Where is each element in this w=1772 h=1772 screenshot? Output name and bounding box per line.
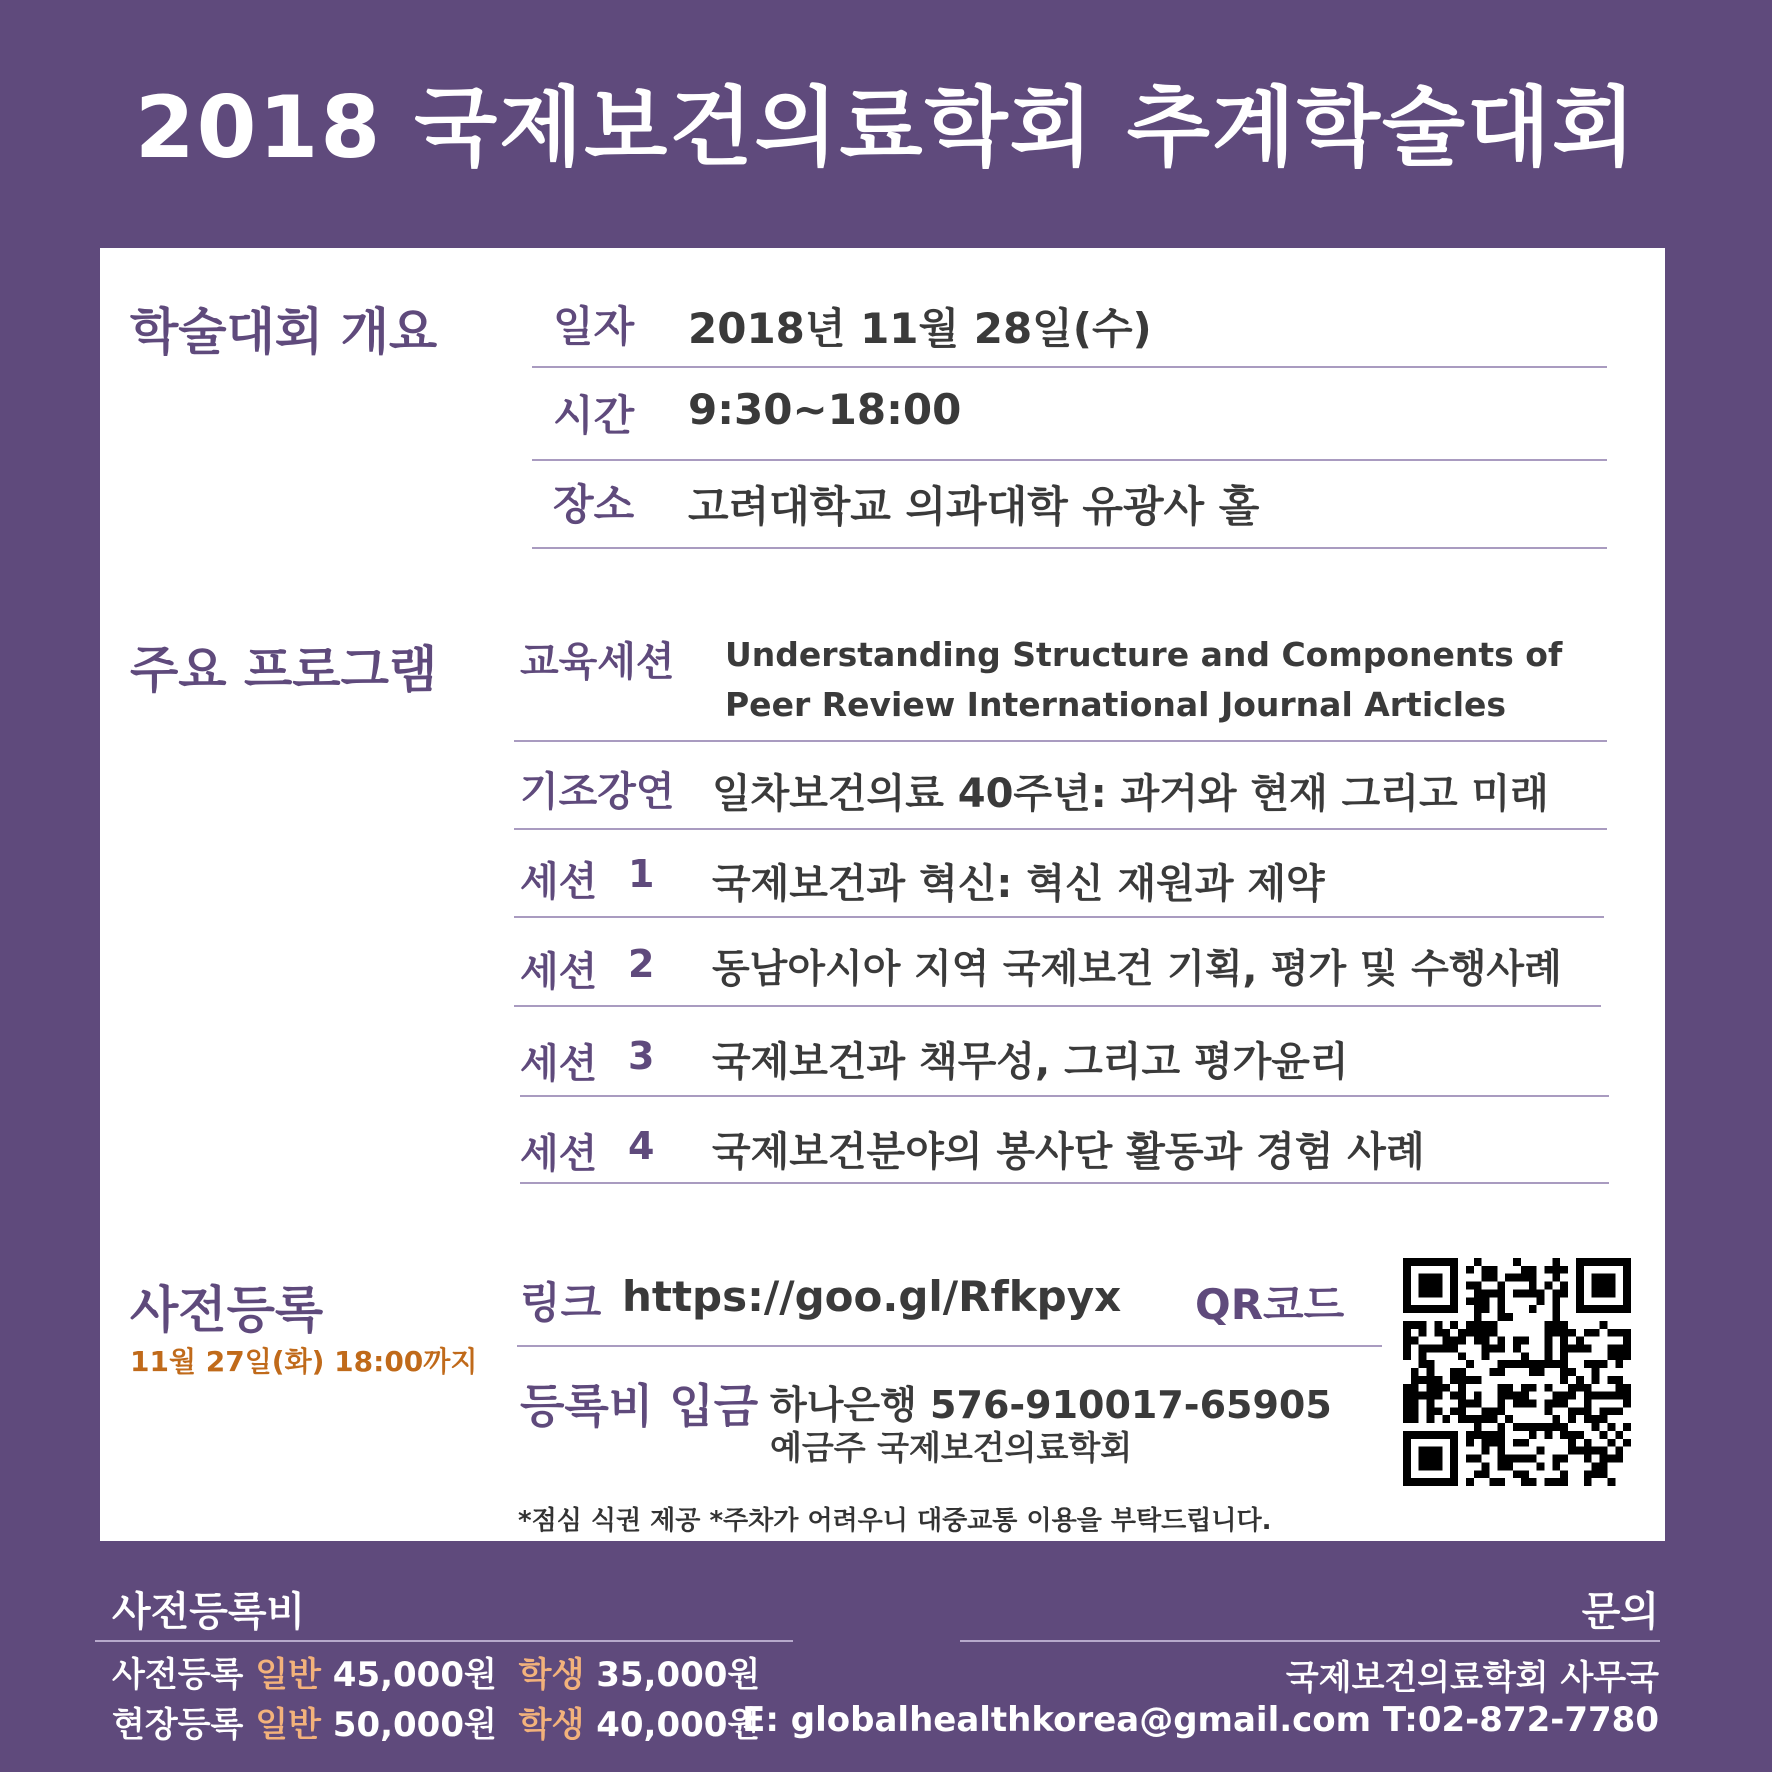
divider bbox=[95, 1640, 793, 1642]
fee-type: 현장등록 bbox=[112, 1705, 244, 1745]
contact-heading: 문의 bbox=[1581, 1589, 1659, 1635]
fee-student-label: 학생 bbox=[518, 1655, 585, 1695]
program-heading: 주요 프로그램 bbox=[130, 641, 438, 699]
fee-general-label: 일반 bbox=[255, 1705, 321, 1745]
session-label: 세션 bbox=[520, 859, 598, 905]
session-number: 3 bbox=[628, 1034, 655, 1078]
qr-label: QR코드 bbox=[1195, 1280, 1345, 1329]
bank-account: 하나은행 576-910017-65905 bbox=[770, 1383, 1332, 1427]
divider bbox=[514, 1005, 1601, 1007]
session-value: 동남아시아 지역 국제보건 기획, 평가 및 수행사례 bbox=[712, 947, 1562, 992]
fee-general-amount: 45,000원 bbox=[332, 1655, 497, 1695]
divider bbox=[532, 366, 1607, 368]
qr-code-image bbox=[1403, 1258, 1631, 1486]
date-label: 일자 bbox=[553, 302, 635, 351]
session-value: 국제보건분야의 봉사단 활동과 경험 사례 bbox=[712, 1129, 1425, 1175]
venue-value: 고려대학교 의과대학 유광사 홀 bbox=[688, 482, 1260, 531]
date-value: 2018년 11월 28일(수) bbox=[688, 304, 1152, 353]
divider bbox=[520, 1095, 1609, 1097]
session-value: 국제보건과 혁신: 혁신 재원과 제약 bbox=[712, 861, 1325, 907]
session-value: 국제보건과 책무성, 그리고 평가윤리 bbox=[712, 1039, 1349, 1085]
fee-row-onsite bbox=[112, 1697, 760, 1746]
contact-office: 국제보건의료학회 사무국 bbox=[1285, 1658, 1659, 1698]
fee-general-amount: 50,000원 bbox=[332, 1705, 497, 1745]
fee-student-amount: 40,000원 bbox=[596, 1705, 761, 1745]
divider bbox=[517, 1345, 1382, 1347]
divider bbox=[960, 1640, 1660, 1642]
notice-text: *점심 식권 제공 *주차가 어려우니 대중교통 이용을 부탁드립니다. bbox=[518, 1506, 1272, 1536]
registration-link[interactable]: https://goo.gl/Rfkpyx bbox=[622, 1272, 1122, 1321]
education-label: 교육세션 bbox=[520, 639, 675, 685]
divider bbox=[514, 740, 1607, 742]
payment-label: 등록비 입금 bbox=[520, 1379, 759, 1433]
session-label: 세션 bbox=[520, 1041, 598, 1087]
keynote-value: 일차보건의료 40주년: 과거와 현재 그리고 미래 bbox=[712, 771, 1549, 817]
education-title-line1: Understanding Structure and Components of bbox=[725, 635, 1563, 674]
divider bbox=[532, 459, 1607, 461]
session-label: 세션 bbox=[520, 949, 598, 995]
session-label: 세션 bbox=[520, 1131, 598, 1177]
venue-label: 장소 bbox=[553, 480, 635, 529]
session-number: 2 bbox=[628, 942, 655, 986]
registration-heading: 사전등록 bbox=[130, 1281, 324, 1339]
fee-student-amount: 35,000원 bbox=[596, 1655, 761, 1695]
page-title: 2018 국제보건의료학회 추계학술대회 bbox=[134, 78, 1638, 178]
link-label: 링크 bbox=[520, 1278, 602, 1327]
fee-student-label: 학생 bbox=[518, 1705, 585, 1745]
time-value: 9:30~18:00 bbox=[688, 385, 962, 434]
fee-row-preregistration bbox=[112, 1647, 760, 1696]
account-holder: 예금주 국제보건의료학회 bbox=[770, 1428, 1133, 1467]
contact-email-phone: E: globalhealthkorea@gmail.com T:02-872-7780 bbox=[742, 1700, 1659, 1740]
fees-heading: 사전등록비 bbox=[112, 1589, 306, 1635]
divider bbox=[532, 547, 1607, 549]
overview-heading: 학술대회 개요 bbox=[130, 303, 438, 361]
fee-general-label: 일반 bbox=[255, 1655, 321, 1695]
time-label: 시간 bbox=[553, 391, 635, 440]
education-title-line2: Peer Review International Journal Articles bbox=[725, 685, 1507, 724]
session-number: 4 bbox=[628, 1124, 655, 1168]
registration-deadline: 11월 27일(화) 18:00까지 bbox=[130, 1345, 478, 1378]
divider bbox=[520, 1182, 1609, 1184]
divider bbox=[514, 828, 1607, 830]
divider bbox=[514, 916, 1604, 918]
keynote-label: 기조강연 bbox=[520, 769, 675, 815]
session-number: 1 bbox=[628, 852, 655, 896]
fee-type: 사전등록 bbox=[112, 1655, 244, 1695]
